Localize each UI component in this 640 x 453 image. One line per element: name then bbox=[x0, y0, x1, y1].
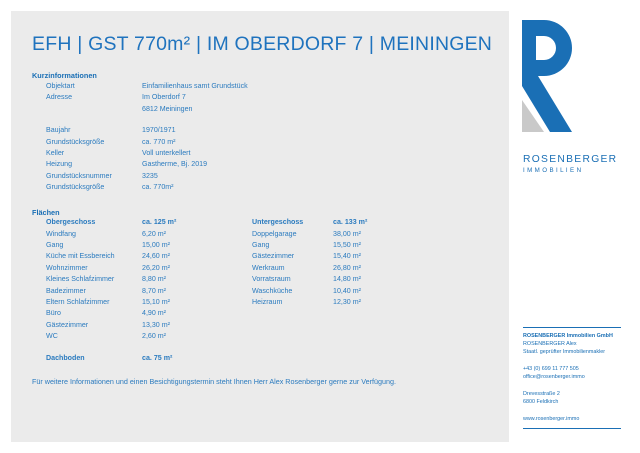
row-label: Grundstücksgröße bbox=[46, 183, 105, 192]
row-value: 4,90 m² bbox=[142, 309, 167, 318]
dachboden-total: ca. 75 m² bbox=[142, 354, 173, 362]
contact-email[interactable]: office@rosenberger.immo bbox=[523, 374, 585, 380]
row-label: Objektart bbox=[46, 82, 75, 90]
row-label: Eltern Schlafzimmer bbox=[46, 297, 110, 306]
row-label: Badezimmer bbox=[46, 286, 86, 295]
row-value: 15,10 m² bbox=[142, 297, 170, 306]
row-value: Gastherme, Bj. 2019 bbox=[142, 160, 208, 169]
row-label: Heizraum bbox=[252, 297, 283, 306]
row-label: Gästezimmer bbox=[46, 320, 89, 329]
row-value: 1970/1971 bbox=[142, 126, 176, 135]
contact-divider bbox=[523, 327, 621, 328]
row-label: Kleines Schlafzimmer bbox=[46, 275, 115, 284]
row-label: WC bbox=[46, 332, 58, 341]
row-value: 12,30 m² bbox=[333, 297, 361, 306]
row-value: Im Oberdorf 7 bbox=[142, 93, 186, 102]
row-value: ca. 770m² bbox=[142, 183, 174, 192]
row-value: 15,40 m² bbox=[333, 252, 361, 261]
row-value: 10,40 m² bbox=[333, 286, 361, 295]
row-label: Waschküche bbox=[252, 286, 293, 295]
row-label: Adresse bbox=[46, 93, 73, 102]
row-value: ca. 770 m² bbox=[142, 137, 176, 146]
row-label: Büro bbox=[46, 309, 61, 318]
contact-divider-bottom bbox=[523, 428, 621, 429]
og-heading: Obergeschoss bbox=[46, 218, 96, 226]
row-value: 38,00 m² bbox=[333, 229, 361, 238]
brand-subtitle: IMMOBILIEN bbox=[523, 167, 584, 174]
row-label: Windfang bbox=[46, 229, 76, 238]
row-value: 3235 bbox=[142, 171, 158, 180]
row-value: 13,30 m² bbox=[142, 320, 170, 329]
row-label: Gästezimmer bbox=[252, 252, 295, 261]
og-total: ca. 125 m² bbox=[142, 218, 177, 226]
dachboden-heading: Dachboden bbox=[46, 354, 85, 362]
row-value: 26,80 m² bbox=[333, 263, 361, 272]
page-title: EFH | GST 770m² | IM OBERDORF 7 | MEININGEN bbox=[32, 33, 493, 55]
row-label: Wohnzimmer bbox=[46, 263, 88, 272]
row-value: Einfamilienhaus samt Grundstück bbox=[142, 82, 248, 90]
row-value: Voll unterkellert bbox=[142, 149, 191, 157]
brand-name: ROSENBERGER bbox=[523, 154, 618, 165]
row-label: Grundstücksnummer bbox=[46, 171, 112, 180]
row-value: 6812 Meiningen bbox=[142, 104, 193, 113]
rosenberger-logo-icon bbox=[522, 20, 572, 132]
row-label: Keller bbox=[46, 149, 65, 157]
row-label: Baujahr bbox=[46, 126, 71, 135]
row-label: Doppelgarage bbox=[252, 229, 297, 238]
row-value: 14,80 m² bbox=[333, 275, 361, 284]
contact-phone: +43 (0) 699 11 777 505 bbox=[523, 366, 579, 372]
section-heading-kurzinformationen: Kurzinformationen bbox=[32, 71, 97, 80]
row-value: 24,60 m² bbox=[142, 252, 170, 261]
row-label: Heizung bbox=[46, 160, 73, 169]
row-value: 8,80 m² bbox=[142, 275, 167, 284]
row-value: 15,00 m² bbox=[142, 240, 170, 249]
row-value: 2,60 m² bbox=[142, 332, 167, 341]
row-label: Gang bbox=[46, 240, 64, 249]
contact-street: Drevesstraße 2 bbox=[523, 391, 560, 397]
contact-note: Für weitere Informationen und einen Besichtigungstermin steht Ihnen Herr Alex Rosenberger gerne zur Verfügung. bbox=[32, 377, 396, 386]
row-label: Werkraum bbox=[252, 263, 285, 272]
contact-city: 6800 Feldkirch bbox=[523, 399, 559, 405]
contact-role: Staatl. geprüfter Immobilienmakler bbox=[523, 349, 606, 355]
row-label: Vorratsraum bbox=[252, 275, 291, 284]
row-value: 6,20 m² bbox=[142, 229, 167, 238]
contact-company: ROSENBERGER Immobilien GmbH bbox=[523, 333, 613, 339]
contact-website[interactable]: www.rosenberger.immo bbox=[523, 416, 580, 422]
row-label: Grundstücksgröße bbox=[46, 137, 105, 146]
row-value: 26,20 m² bbox=[142, 263, 170, 272]
row-label: Küche mit Essbereich bbox=[46, 252, 115, 261]
section-heading-flaechen: Flächen bbox=[32, 208, 60, 217]
ug-total: ca. 133 m² bbox=[333, 218, 368, 226]
row-value: 8,70 m² bbox=[142, 286, 167, 295]
ug-heading: Untergeschoss bbox=[252, 218, 304, 226]
row-label: Gang bbox=[252, 240, 270, 249]
row-value: 15,50 m² bbox=[333, 240, 361, 249]
contact-person: ROSENBERGER Alex bbox=[523, 341, 577, 347]
